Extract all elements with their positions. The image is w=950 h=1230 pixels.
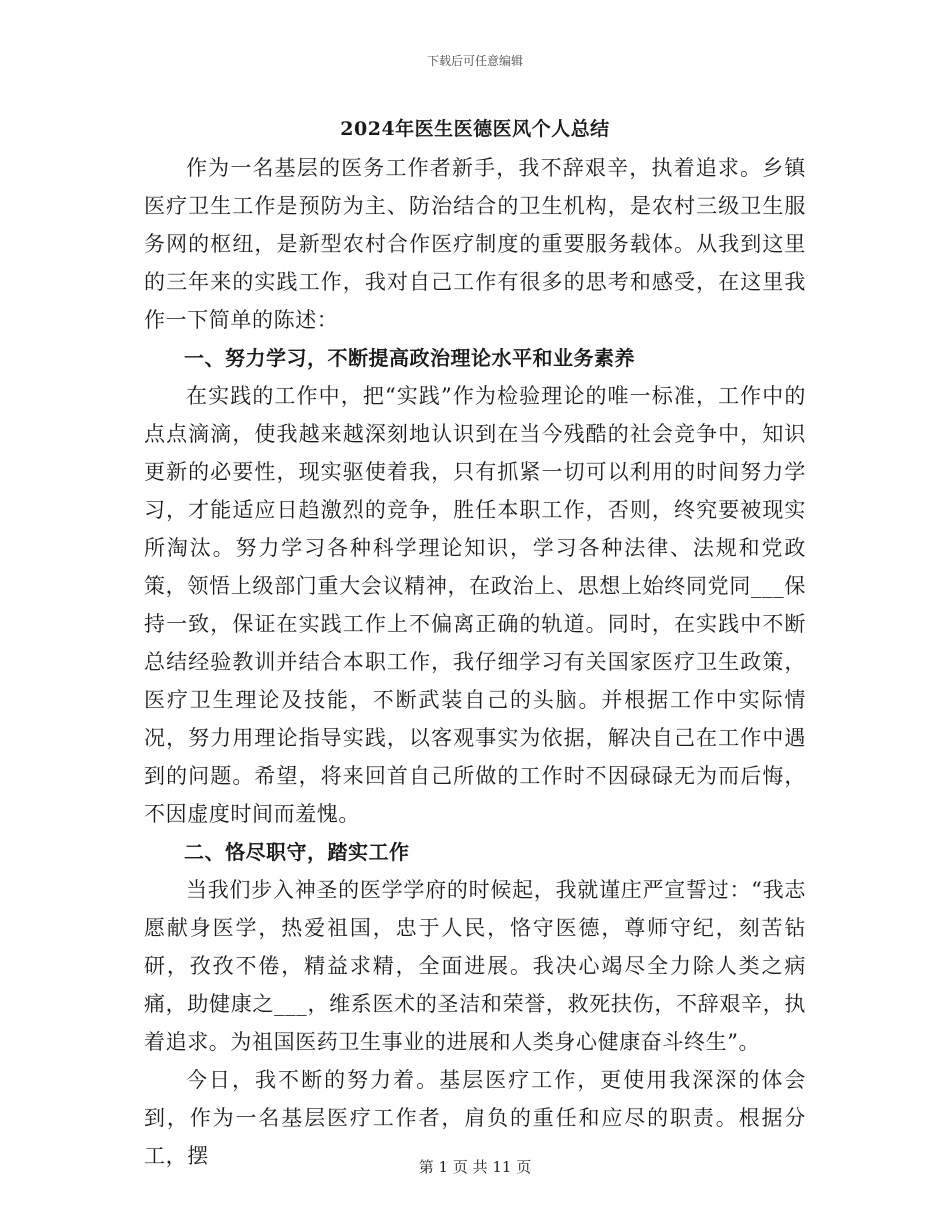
section-heading-duty: 二、恪尽职守，踏实工作 (184, 840, 410, 864)
paragraph-study: 在实践的工作中，把“实践”作为检验理论的唯一标准，工作中的点点滴滴，使我越来越深刻地认识到在当今残酷的社会竞争中，知识更新的必要性，现实驱使着我，只有抓紧一切可以利用的时间努力学习，才能适应日趋激烈的竞争，胜任本职工作，否则，终究要被现实所淘汰。努力学习各种科学理论知识，学习各种法律、法规和党政策，领悟上级部门重大会议精神，在政治上、思想上始终同党同___保持一致，保证在实践工作上不偏离正确的轨道。同时，在实践中不断总结经验教训并结合本职工作，我仔细学习有关国家医疗卫生政策，医疗卫生理论及技能，不断武装自己的头脑。并根据工作中实际情况，努力用理论指导实践，以客观事实为依据，解决自己在工作中遇到的问题。希望，将来回首自己所做的工作时不因碌碌无为而后悔，不因虚度时间而羞愧。 (144, 384, 806, 826)
section-heading-study: 一、努力学习，不断提高政治理论水平和业务素养 (184, 346, 635, 370)
paragraph-oath: 当我们步入神圣的医学学府的时候起，我就谨庄严宣誓过：“我志愿献身医学，热爱祖国，忠于人民，恪守医德，尊师守纪，刻苦钻研，孜孜不倦，精益求精，全面进展。我决心竭尽全力除人类之病痛，助健康之___，维系医术的圣洁和荣誉，救死扶伤，不辞艰辛，执着追求。为祖国医药卫生事业的进展和人类身心健康奋斗终生”。 (144, 878, 806, 1054)
page-footer: 第 1 页 共 11 页 (418, 1158, 532, 1176)
document-body (144, 149, 806, 1175)
document-title: 2024年医生医德医风个人总结 (340, 118, 610, 140)
paragraph-intro: 作为一名基层的医务工作者新手，我不辞艰辛，执着追求。乡镇医疗卫生工作是预防为主、防治结合的卫生机构，是农村三级卫生服务网的枢纽，是新型农村合作医疗制度的重要服务载体。从我到这里的三年来的实践工作，我对自己工作有很多的思考和感受，在这里我作一下简单的陈述： (144, 156, 806, 332)
paragraph-today: 今日，我不断的努力着。基层医疗工作，更使用我深深的体会到，作为一名基层医疗工作者，肩负的重任和应尽的职责。根据分工，摆 (144, 1068, 806, 1168)
header-note: 下载后可任意编辑 (426, 54, 523, 68)
